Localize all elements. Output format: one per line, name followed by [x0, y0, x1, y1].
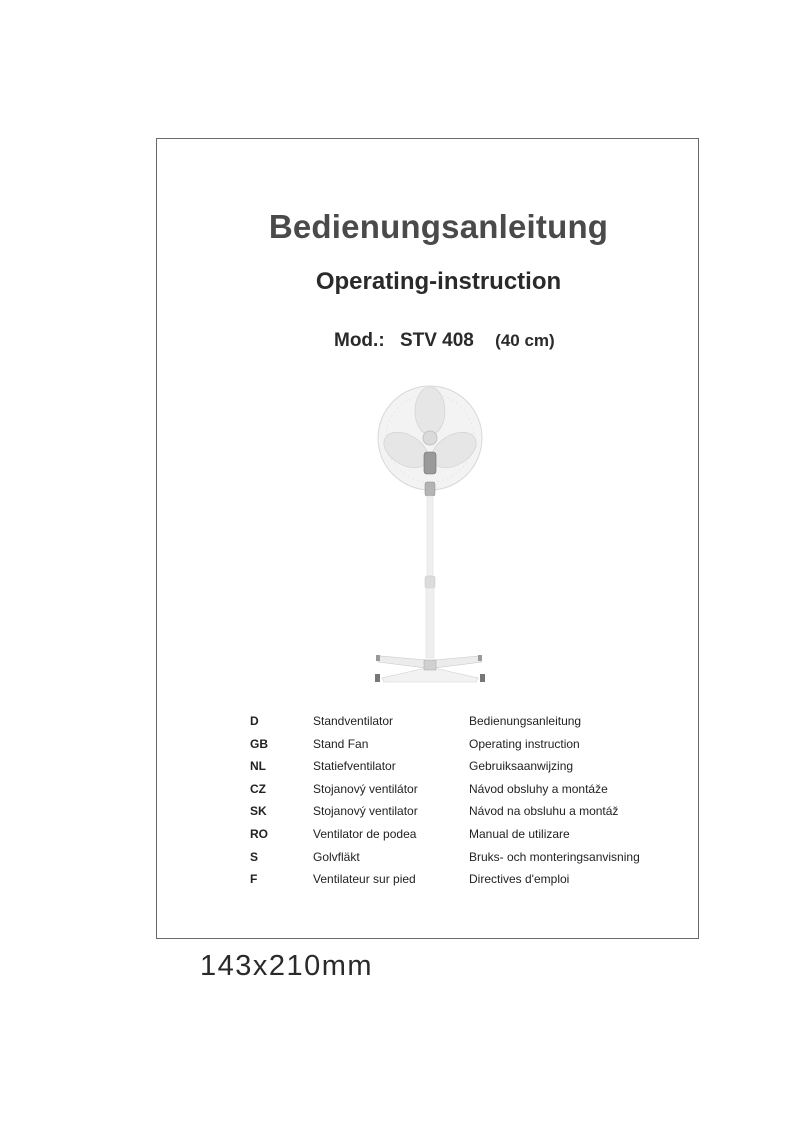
motor-clamp [425, 482, 435, 496]
manual-name: Bruks- och monteringsanvisning [469, 849, 640, 864]
product-name: Statiefventilator [313, 759, 396, 774]
fan-foot [376, 655, 380, 661]
model-line [334, 330, 555, 352]
stand-fan-illustration [360, 378, 500, 688]
manual-name: Bedienungsanleitung [469, 714, 582, 728]
language-code: F [250, 872, 258, 887]
language-code: GB [250, 736, 268, 751]
product-name: Stojanový ventilátor [313, 781, 418, 796]
model-label: Mod.: [334, 330, 385, 351]
fan-foot [480, 674, 485, 682]
manual-name: Návod obsluhy a montáže [469, 781, 608, 796]
title-german: Bedienungsanleitung [268, 208, 609, 245]
model-size: (40 cm) [495, 331, 555, 350]
language-code: SK [250, 804, 267, 819]
language-code: NL [250, 759, 266, 774]
fan-base-left [378, 656, 426, 668]
model-code: STV 408 [399, 330, 474, 351]
product-name: Stand Fan [313, 736, 369, 751]
print-size-note: 143x210mm [200, 950, 374, 982]
fan-foot [478, 655, 482, 661]
manual-name: Directives d'emploi [469, 872, 570, 887]
manual-name: Návod na obsluhu a montáž [469, 804, 619, 819]
product-name: Ventilateur sur pied [313, 872, 416, 887]
language-code: S [250, 849, 259, 864]
product-name: Ventilator de podea [313, 826, 417, 841]
motor-housing [424, 452, 436, 474]
fan-blade [415, 387, 445, 435]
fan-base-right [434, 656, 482, 668]
fan-pole-lower [426, 588, 434, 658]
fan-base-hub [424, 660, 436, 670]
manual-name: Gebruiksaanwijzing [469, 759, 574, 774]
language-code: CZ [250, 781, 266, 796]
product-name: Golvfläkt [313, 849, 360, 864]
fan-hub [423, 431, 437, 445]
fan-foot [375, 674, 380, 682]
title-english: Operating-instruction [315, 268, 562, 295]
height-knob [425, 576, 435, 588]
manual-name: Manual de utilizare [469, 826, 570, 841]
product-name: Stojanový ventilator [313, 804, 418, 819]
language-code: D [250, 714, 259, 728]
fan-pole-upper [427, 496, 433, 576]
manual-name: Operating instruction [469, 736, 580, 751]
language-code: RO [250, 826, 268, 841]
product-name: Standventilator [313, 714, 394, 728]
